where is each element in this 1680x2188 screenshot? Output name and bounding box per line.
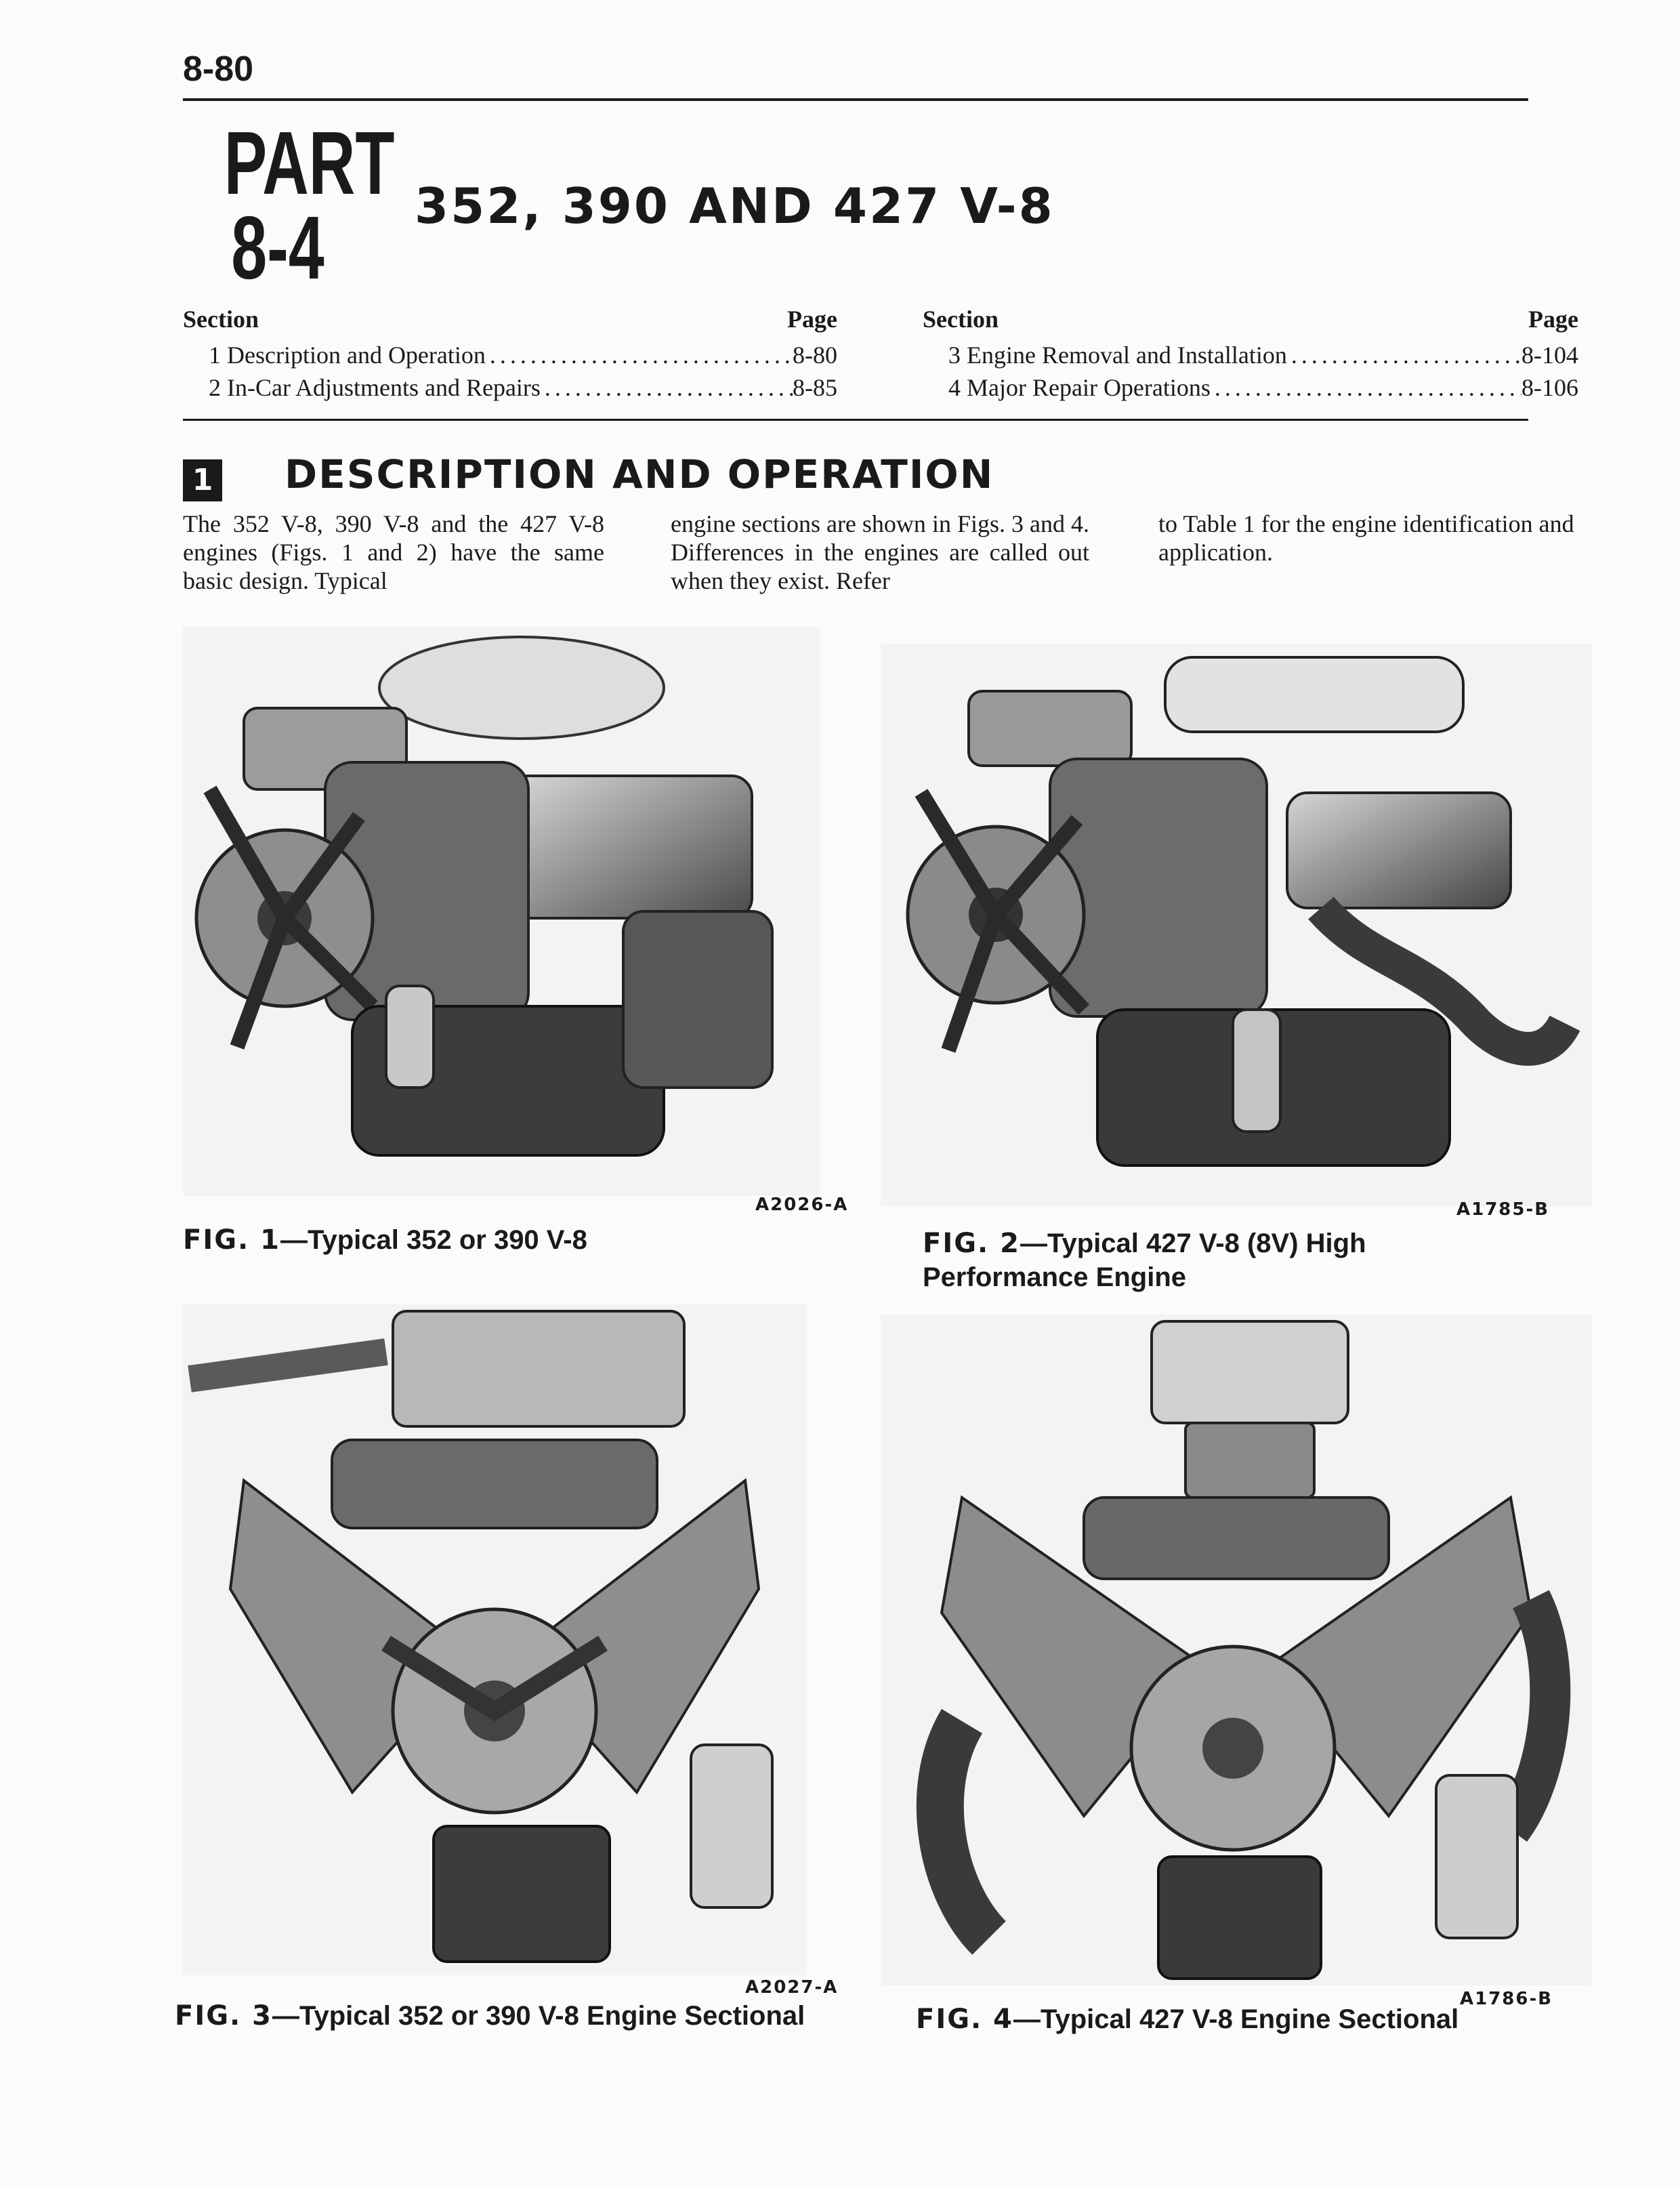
- toc-page-label: Page: [787, 306, 837, 333]
- figure-1-caption-number: FIG. 1: [183, 1224, 280, 1256]
- figure-3-caption: [175, 1999, 805, 2033]
- engine-exterior-illustration: [183, 627, 820, 1196]
- toc-left: [183, 305, 837, 404]
- toc-item-page: 8-106: [1521, 374, 1578, 401]
- figure-2-caption: [923, 1226, 1532, 1294]
- figure-2-caption-number: FIG. 2: [923, 1228, 1020, 1259]
- toc-item-label: 4 Major Repair Operations: [948, 374, 1211, 401]
- body-text-column-2: engine sections are shown in Figs. 3 and 4. Differences in the engines are called out when they exist. Refer: [671, 510, 1089, 594]
- section-number-badge: 1: [183, 459, 222, 501]
- toc-item[interactable]: [923, 371, 1578, 404]
- toc-rule: [183, 419, 1528, 421]
- figure-2-code: A1785-B: [1456, 1199, 1550, 1220]
- toc-item[interactable]: [923, 339, 1578, 371]
- toc-leader: [486, 339, 793, 371]
- figure-1-caption-text: —Typical 352 or 390 V-8: [280, 1225, 587, 1255]
- toc-leader: [541, 371, 793, 404]
- toc-item-page: 8-80: [793, 342, 837, 369]
- figure-3-caption-number: FIG. 3: [175, 2000, 272, 2031]
- part-number: 8-4: [231, 198, 324, 297]
- toc-page-label: Page: [1528, 306, 1578, 333]
- part-label: [203, 113, 395, 297]
- part-title: 352, 390 AND 427 V-8: [415, 178, 1055, 234]
- toc-left-header: [183, 305, 837, 333]
- toc-leader: [1287, 339, 1521, 371]
- toc-item-page: 8-85: [793, 374, 837, 401]
- part-word: PART: [224, 113, 395, 213]
- section-heading: DESCRIPTION AND OPERATION: [285, 451, 994, 497]
- toc-leader: [1211, 371, 1521, 404]
- figure-4-caption-text: —Typical 427 V-8 Engine Sectional: [1013, 2004, 1459, 2034]
- body-text-column-3: to Table 1 for the engine identification and application.: [1158, 510, 1574, 566]
- figure-1-code: A2026-A: [755, 1195, 849, 1215]
- toc-section-label: Section: [923, 306, 999, 333]
- toc-right: [923, 305, 1578, 404]
- toc-item[interactable]: [183, 371, 837, 404]
- engine-sectional-illustration: [183, 1304, 806, 1975]
- figure-3-code: A2027-A: [745, 1977, 839, 1998]
- header-rule: [183, 98, 1528, 101]
- figure-4-code: A1786-B: [1460, 1989, 1553, 2009]
- page-number: 8-80: [183, 49, 254, 89]
- figure-3-engine-sectional: [183, 1304, 806, 1975]
- figure-4-caption-number: FIG. 4: [916, 2004, 1013, 2035]
- figure-2-caption-text: —Typical 427 V-8 (8V) High Performance Engine: [923, 1229, 1366, 1292]
- figure-1-caption: [183, 1223, 587, 1257]
- toc-section-label: Section: [183, 306, 259, 333]
- toc-item[interactable]: [183, 339, 837, 371]
- figure-4-engine-sectional: [881, 1315, 1592, 1985]
- toc-item-label: 2 In-Car Adjustments and Repairs: [209, 374, 541, 401]
- toc-item-label: 1 Description and Operation: [209, 342, 486, 369]
- body-text-column-1: The 352 V-8, 390 V-8 and the 427 V-8 engines (Figs. 1 and 2) have the same basic design. Typical: [183, 510, 604, 594]
- figure-4-caption: [916, 2002, 1458, 2036]
- toc-right-header: [923, 305, 1578, 333]
- toc-item-label: 3 Engine Removal and Installation: [948, 342, 1287, 369]
- figure-1-engine-photo: [183, 627, 820, 1196]
- engine-sectional-illustration: [881, 1315, 1592, 1985]
- figure-3-caption-text: —Typical 352 or 390 V-8 Engine Sectional: [272, 2001, 805, 2031]
- toc-item-page: 8-104: [1521, 342, 1578, 369]
- figure-2-engine-photo: [881, 644, 1592, 1206]
- engine-exterior-illustration: [881, 644, 1592, 1206]
